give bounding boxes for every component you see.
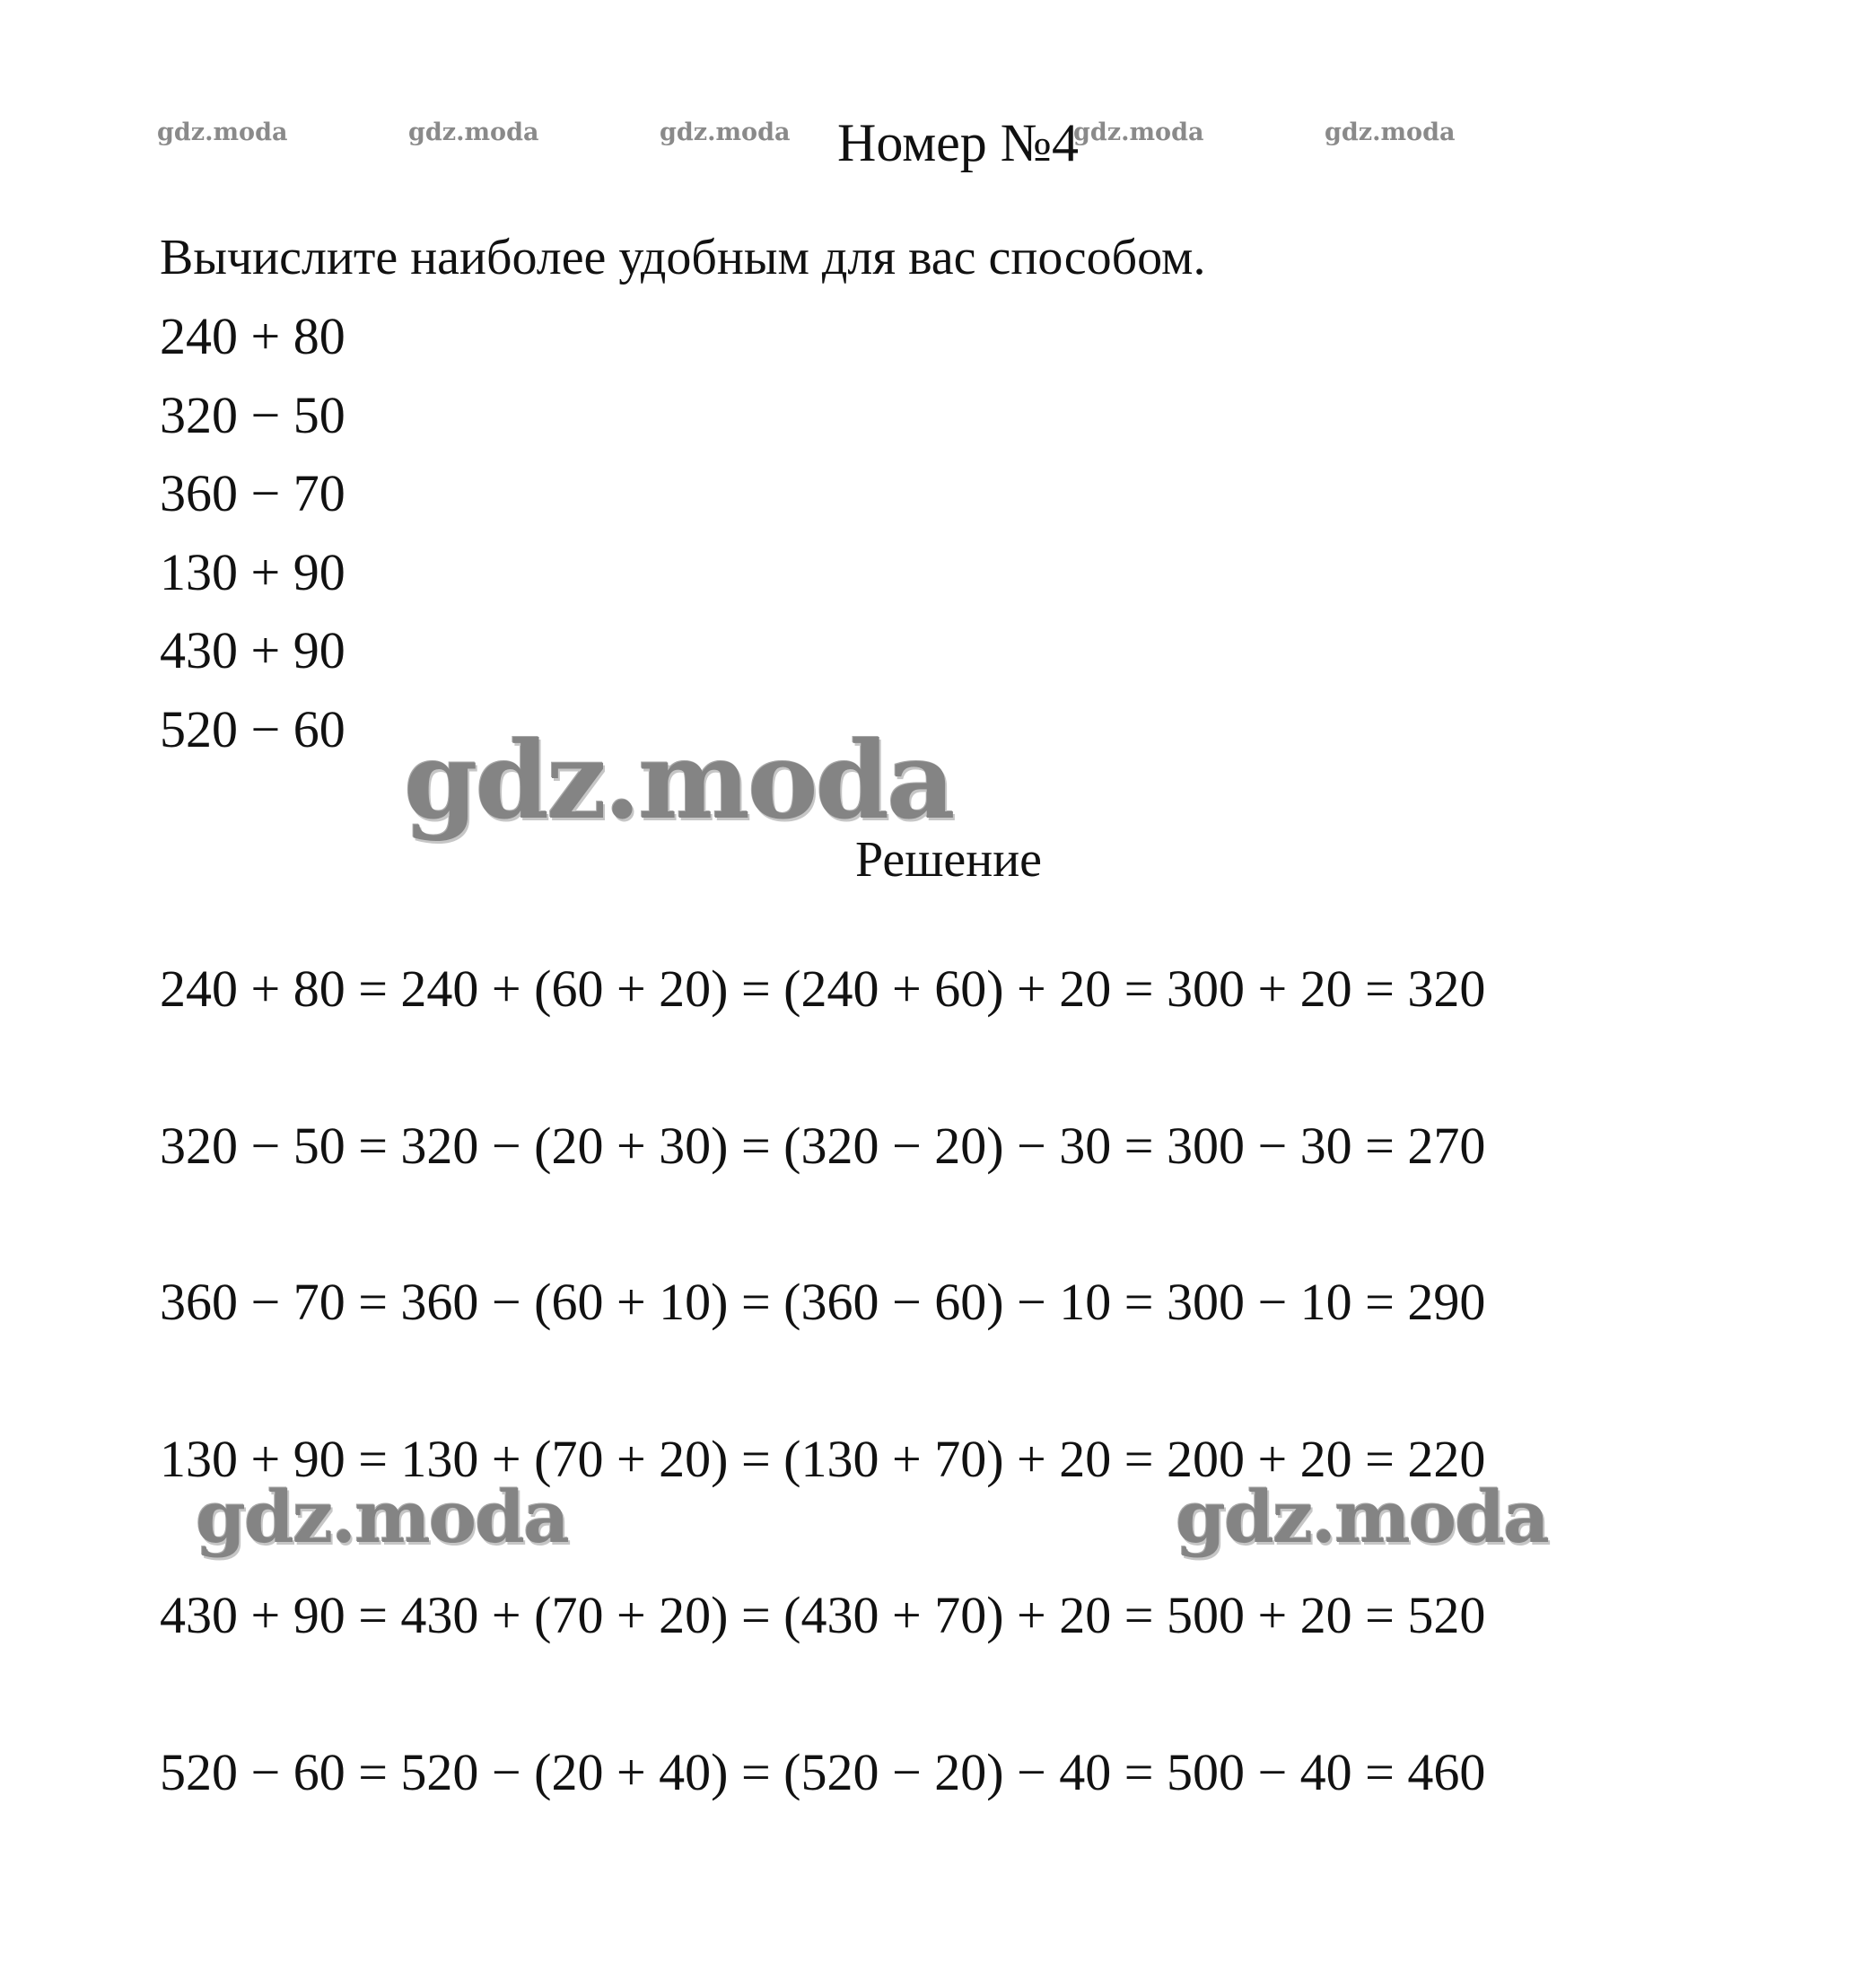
expression-list <box>160 305 345 776</box>
expression-item: 130 + 90 <box>160 542 345 601</box>
watermark-mid-right: gdz.moda <box>1176 1475 1548 1559</box>
watermark-small-3: gdz.moda <box>660 118 791 146</box>
solution-line: 360 − 70 = 360 − (60 + 10) = (360 − 60) − 10 = 300 − 10 = 290 <box>160 1273 1486 1332</box>
watermark-small-1: gdz.moda <box>157 118 288 146</box>
watermark-mid-left: gdz.moda <box>196 1475 568 1559</box>
watermark-small-2: gdz.moda <box>408 118 539 146</box>
expression-item: 320 − 50 <box>160 385 345 444</box>
solution-heading: Решение <box>855 832 1043 888</box>
solution-line: 430 + 90 = 430 + (70 + 20) = (430 + 70) + 20 = 500 + 20 = 520 <box>160 1586 1486 1645</box>
page-title: Номер №4 <box>837 113 1080 172</box>
solution-list <box>160 958 1485 1898</box>
watermark-small-5: gdz.moda <box>1325 118 1456 146</box>
expression-item: 240 + 80 <box>160 307 345 365</box>
expression-item: 430 + 90 <box>160 621 345 679</box>
expression-item: 520 − 60 <box>160 699 345 758</box>
watermark-large: gdz.moda <box>404 718 953 843</box>
expression-item: 360 − 70 <box>160 464 345 522</box>
solution-line: 130 + 90 = 130 + (70 + 20) = (130 + 70) + 20 = 200 + 20 = 220 <box>160 1429 1486 1488</box>
task-statement: Вычислите наиболее удобным для вас способом. <box>160 230 1206 285</box>
solution-line: 320 − 50 = 320 − (20 + 30) = (320 − 20) − 30 = 300 − 30 = 270 <box>160 1116 1486 1175</box>
watermark-small-4: gdz.moda <box>1073 118 1204 146</box>
solution-line: 520 − 60 = 520 − (20 + 40) = (520 − 20) − 40 = 500 − 40 = 460 <box>160 1742 1486 1801</box>
solution-line: 240 + 80 = 240 + (60 + 20) = (240 + 60) + 20 = 300 + 20 = 320 <box>160 959 1486 1018</box>
